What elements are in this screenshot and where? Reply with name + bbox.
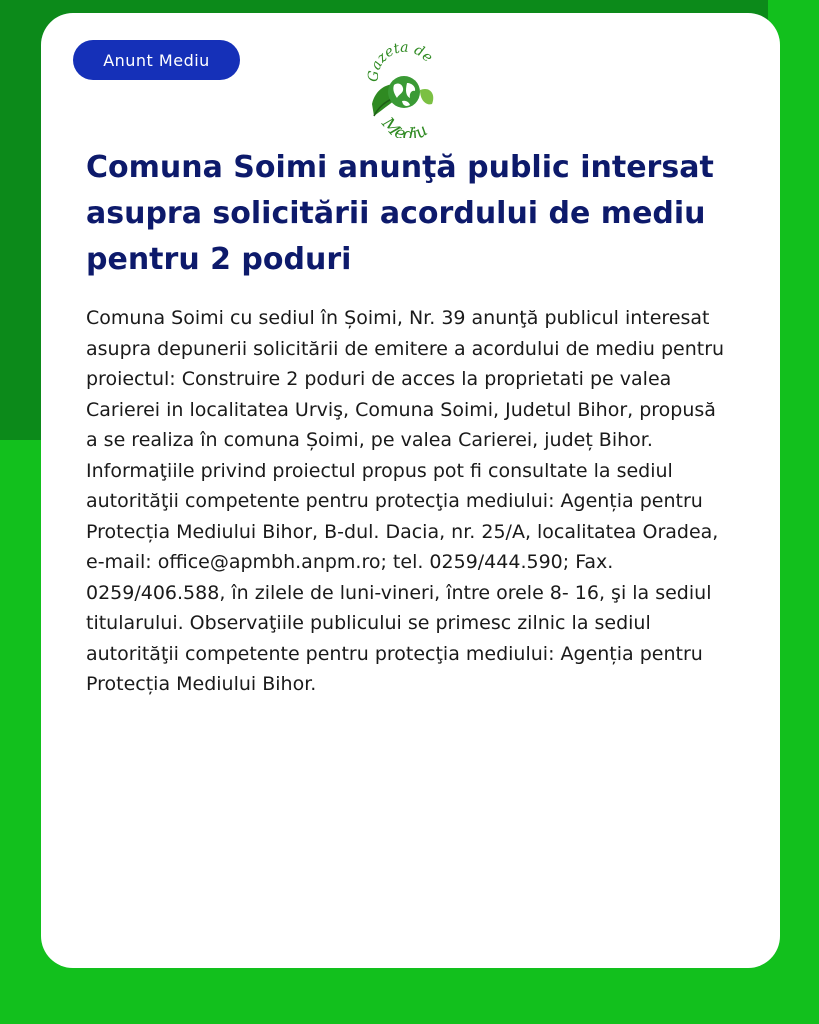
article-body: Comuna Soimi cu sediul în Șoimi, Nr. 39 anunţă publicul interesat asupra depunerii solicitării de emitere a acordului de mediu pentru proiectul: Construire 2 poduri de acces la proprietati pe valea Carierei in localitatea Urviş, Comuna Soimi, Judetul Bihor, propusă a se realiza în comuna Șoimi, pe valea Carierei, județ Bihor. Informaţiile privind proiectul propus pot fi consultate la sediul autorităţii competente pentru protecţia mediului: Agenția pentru Protecția Mediului Bihor, B-dul. Dacia, nr. 25/A, localitatea Oradea, e-mail: office@apmbh.anpm.ro; tel. 0259/444.590; Fax. 0259/406.588, în zilele de luni-vineri, între orele 8- 16, şi la sediul titularului. Observaţiile publicului se primesc zilnic la sediul autorităţii competente pentru protecţia mediului: Agenția pentru Protecția Mediului Bihor. [86,307,725,695]
category-badge-label: Anunt Mediu [103,50,210,70]
logo-globe-icon [354,38,454,138]
logo-text-top: Gazeta de [365,39,436,83]
gazeta-de-mediu-logo [354,38,454,138]
logo-text-bottom: Mediu [377,113,432,138]
article-title: Comuna Soimi anunţă public intersat asupra solicitării acordului de mediu pentru 2 poduri [86,150,714,277]
right-leaf [420,89,433,104]
announcement-card [41,13,780,968]
category-badge[interactable] [73,40,240,80]
